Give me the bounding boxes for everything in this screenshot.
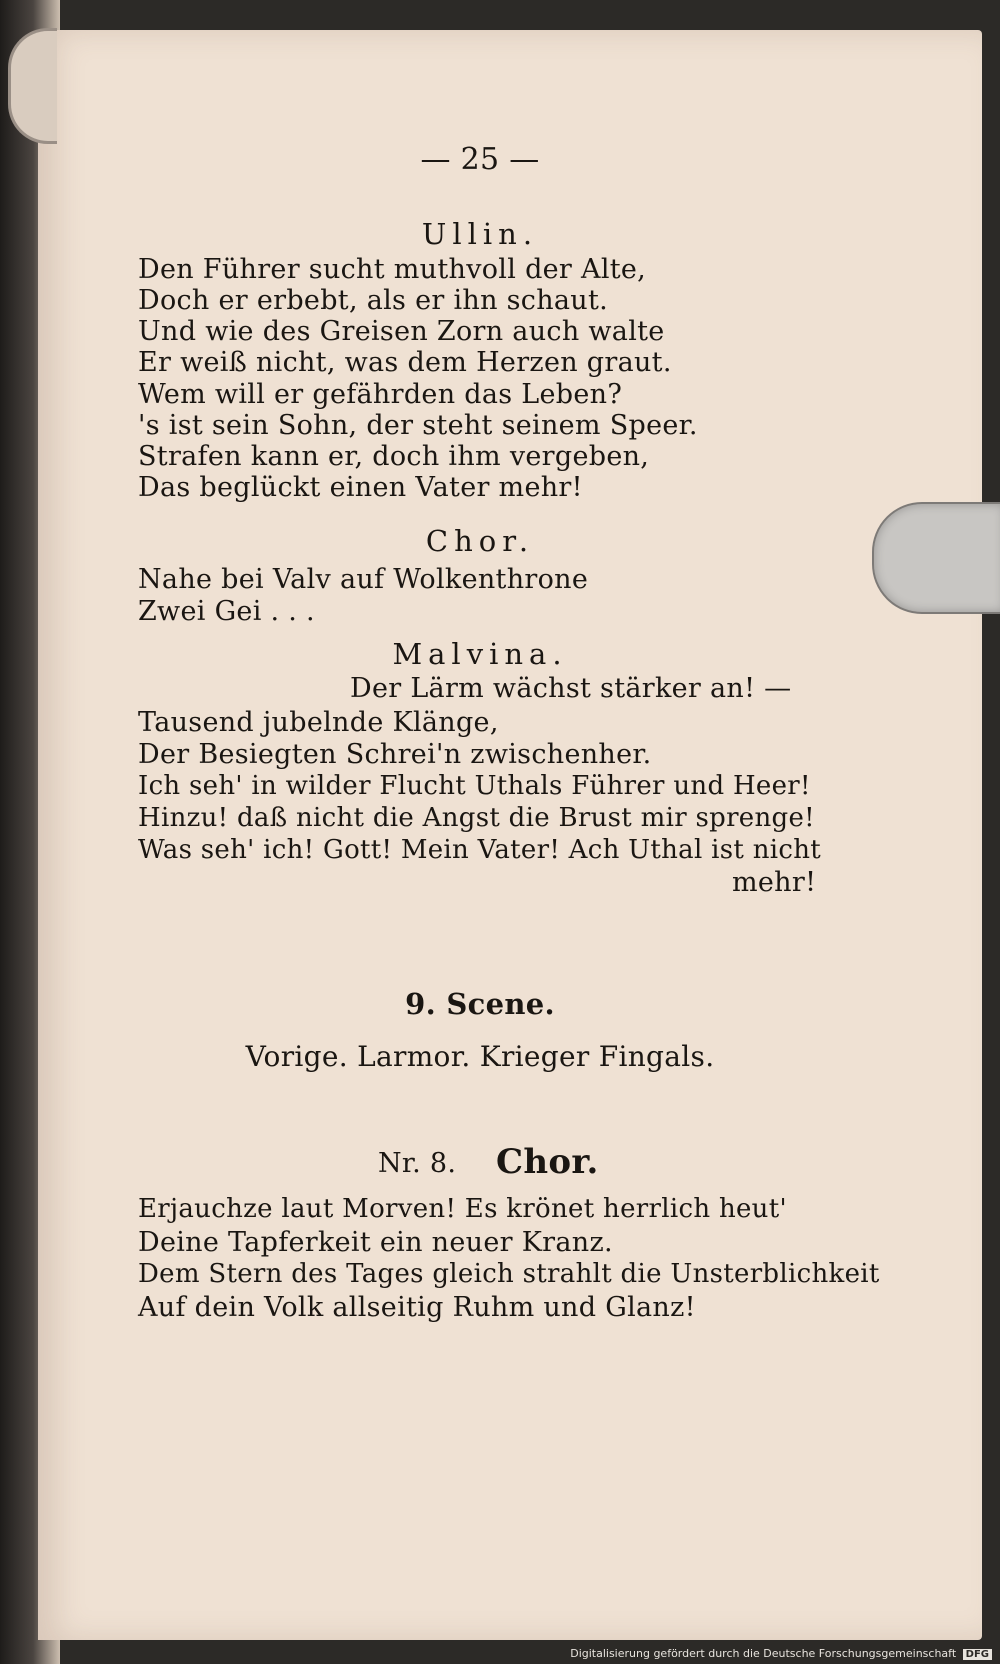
- verse-line: Ich seh' in wilder Flucht Uthals Führer und Heer!: [138, 771, 811, 801]
- verse-line: Zwei Gei . . .: [138, 596, 315, 627]
- verse-line: Erjauchze laut Morven! Es krönet herrlich heut': [138, 1194, 787, 1224]
- number-label: Nr. 8.: [378, 1148, 457, 1179]
- speaker-malvina: Malvina.: [392, 637, 568, 671]
- speaker-ullin: Ullin.: [421, 217, 539, 251]
- page-number: — 25 —: [420, 142, 540, 177]
- digitization-credit: [570, 1647, 992, 1660]
- number-title: Chor.: [496, 1142, 599, 1182]
- verse-line: Deine Tapferkeit ein neuer Kranz.: [138, 1227, 613, 1258]
- verse-line: Strafen kann er, doch ihm vergeben,: [138, 441, 650, 472]
- verse-line: Was seh' ich! Gott! Mein Vater! Ach Uthal ist nicht: [138, 835, 822, 865]
- scene-title: 9. Scene.: [405, 987, 555, 1021]
- verse-line: Doch er erbebt, als er ihn schaut.: [138, 285, 609, 316]
- verse-line: Hinzu! daß nicht die Angst die Brust mir sprenge!: [138, 803, 815, 833]
- verse-line: 's ist sein Sohn, der steht seinem Speer.: [138, 410, 698, 441]
- scene-characters: Vorige. Larmor. Krieger Fingals.: [245, 1040, 715, 1073]
- verse-line: Der Besiegten Schrei'n zwischenher.: [138, 739, 652, 770]
- dfg-logo: DFG: [963, 1649, 992, 1660]
- verse-line: Nahe bei Valv auf Wolkenthrone: [138, 564, 589, 595]
- credit-text: Digitalisierung gefördert durch die Deutsche Forschungsgemeinschaft: [570, 1647, 957, 1660]
- verse-line: Den Führer sucht muthvoll der Alte,: [138, 254, 647, 285]
- page-tab: [872, 502, 1000, 614]
- verse-line: Auf dein Volk allseitig Ruhm und Glanz!: [138, 1292, 696, 1323]
- speaker-chor: Chor.: [425, 524, 535, 558]
- verse-line: Das beglückt einen Vater mehr!: [138, 472, 583, 503]
- verse-line: Wem will er gefährden das Leben?: [138, 379, 623, 410]
- binding-ring: [8, 28, 57, 144]
- verse-line: Tausend jubelnde Klänge,: [138, 707, 499, 738]
- verse-line: Dem Stern des Tages gleich strahlt die Unsterblichkeit: [138, 1259, 880, 1289]
- verse-line-end: mehr!: [732, 867, 817, 898]
- verse-line-indented: Der Lärm wächst stärker an! —: [350, 673, 792, 704]
- verse-line: Und wie des Greisen Zorn auch walte: [138, 316, 665, 347]
- verse-line: Er weiß nicht, was dem Herzen graut.: [138, 347, 672, 378]
